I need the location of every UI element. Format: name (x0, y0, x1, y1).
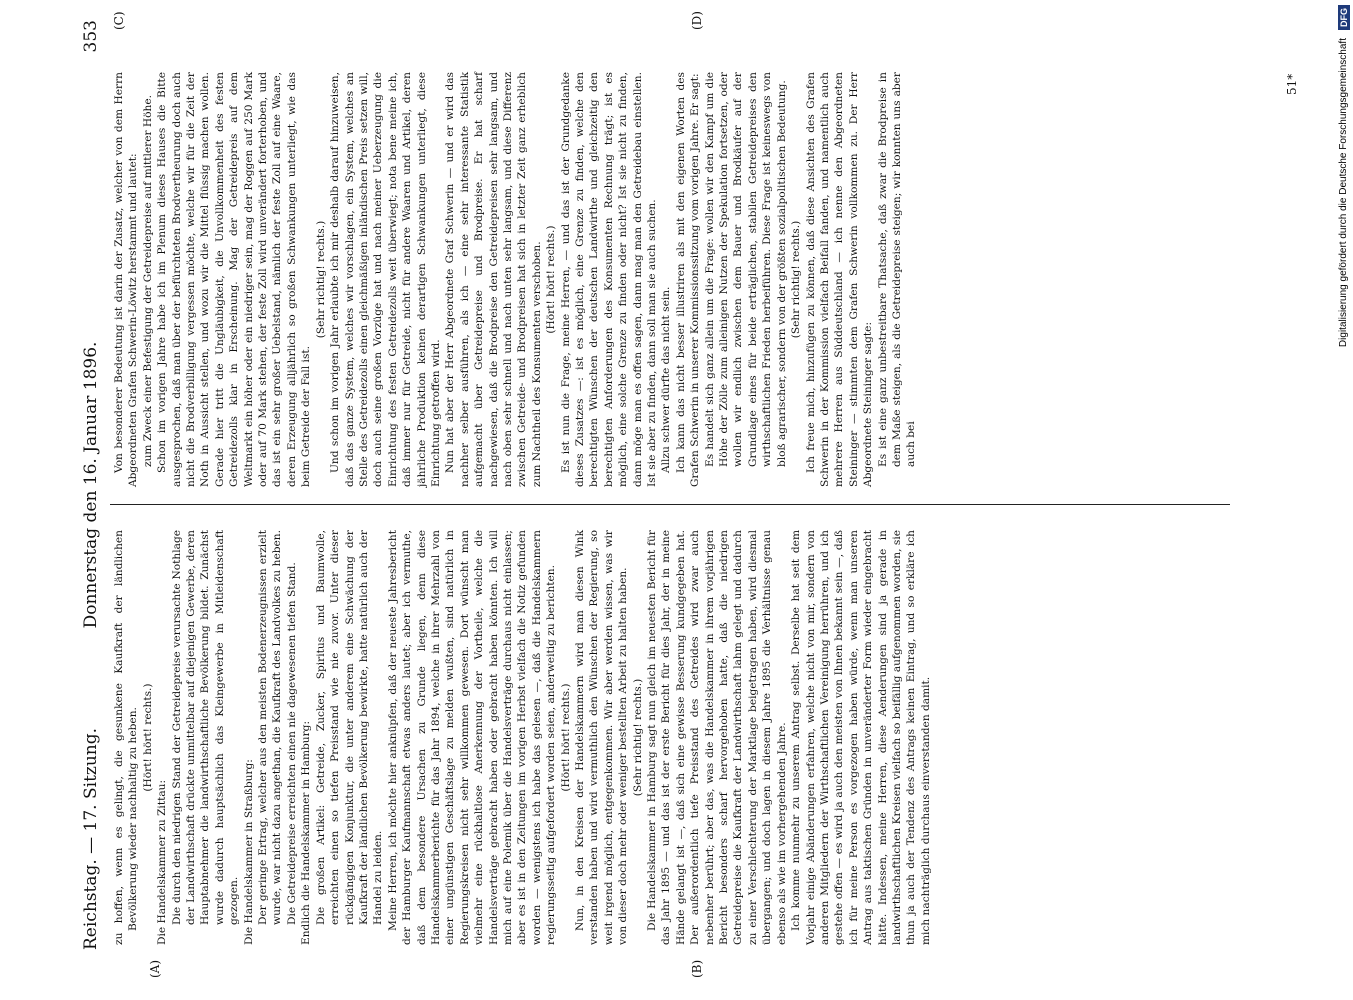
side-note (1333, 0, 1353, 1000)
paragraph: Ich komme nunmehr zu unserem Antrag selbst. Derselbe hat seit dem Vorjahr einige Abänderungen erfahren, welche nicht von mir, sondern von anderen Mitgliedern der Wirthschaftlichen Vereinigung herrühren, und ich gestehe offen — es wird ja auch den meisten von Ihnen bekannt sein —, daß ich für meine Person es vorgezogen haben würde, wenn man unseren Antrag aus taktischen Gründen in unveränderter Form wieder eingebracht hätte. Indessen, meine Herren, diese Aenderungen sind ja gerade in landwirthschaftlichen Kreisen vielfach so beifällig aufgenommen worden, sie thun ja auch der Tendenz des Antrags keinen Eintrag, und so erkläre ich mich nachträglich durchaus einverstanden damit. (790, 530, 932, 945)
paragraph: Endlich die Handelskammer in Hamburg: (300, 720, 313, 945)
paragraph: Der geringe Ertrag, welcher aus den meisten Bodenerzeugnissen erzielt wurde, war nicht dazu angethan, die Kaufkraft des Landvolkes zu heben. Die Getreidepreise erreichten einen nie dagewesenen tiefen Stand. (257, 530, 298, 925)
header-left: Reichstag. — 17. Sitzung. (81, 727, 101, 950)
paragraph: Ich kann das nicht besser illustriren als mit den eigenen Worten des Grafen Schwerin in unserer Kommissionssitzung vom vorigen Jahre. Er sagt: (674, 72, 702, 487)
paragraph: Schon im vorigen Jahre habe ich im Plenum dieses Hauses die Bitte ausgesprochen, daß man über der befürchteten Brodvertheurung doch auch nicht die Brodverbilligung vergessen möchte, welche wir für die Zeit der Noth in Aussicht stellen, und wozu wir die Mittel flüssig machen wollen. Gerade hier tritt die Ungläubigkeit, die Unvollkommenheit des festen Getreidezolls klar in Erscheinung. Mag der Getreidepreis auf dem Weltmarkt ein höher oder ein niedriger sein, mag der Roggen auf 250 Mark oder auf 70 Mark stehen, der feste Zoll wird unverändert forterhoben, und das ist ein sehr großer Uebelstand, nämlich der feste Zoll auf eine Waare, deren Erzeugung alljährlich so großen Schwankungen unterliegt, wie das beim Getreide der Fall ist. (156, 72, 313, 487)
running-header (78, 20, 104, 950)
paragraph: Nun, in den Kreisen der Handelskammern wird man diesen Wink verstanden haben und wird vermuthlich den Wünschen der Regierung, so weit irgend möglich, entgegenkommen. Wir aber werden wissen, was wir von dieser doch mehr oder weniger bestellten Arbeit zu halten haben. (574, 530, 630, 945)
margin-marker-b: (B) (690, 959, 704, 978)
margin-marker-d: (D) (690, 11, 704, 30)
column-divider (110, 504, 1230, 505)
paragraph: Allzu schwer dürfte das nicht sein. (660, 286, 673, 473)
paragraph: Von besonderer Bedeutung ist darin der Zusatz, welcher von dem Herrn Abgeordneten Grafen Schwerin-Löwitz herstammt und lautet: (113, 72, 140, 487)
paragraph: Ich freue mich, hinzufügen zu können, daß diese Ansichten des Grafen Schwerin in der Kommission vielfach Beifall fanden, und namentlich auch mehrere Herren aus Süddeutschland — ich nenne den Abgeordneten Steininger — stimmten dem Grafen Schwerin vollkommen zu. Der Herr Abgeordnete Steininger sagte: (804, 72, 875, 487)
paragraph: Meine Herren, ich möchte hier anknüpfen, daß der neueste Jahresbericht der Hamburger Kaufmannschaft etwas anders lautet; aber ich vermuthe, daß dem besondere Ursachen zu Grunde liegen, denn diese Handelskammerberichte für das Jahr 1894, welche in ihrer Mehrzahl von einer ungünstigen Geschäftslage zu melden wußten, sind natürlich in Regierungskreisen nicht sehr willkommen gewesen. Dort wünscht man vielmehr eine rückhaltlose Anerkennung der Vortheile, welche die Handelsverträge gebracht haben oder gebracht haben könnten. Ich will mich auf eine Polemik über die Handelsverträge durchaus nicht einlassen; aber es ist in den Zeitungen im vorigen Herbst vielfach die Notiz gefunden worden — wenigstens ich habe das gelesen —, daß die Handelskammern regierungsseitig aufgefordert worden seien, anderweitig zu berichten. (386, 530, 558, 945)
paragraph: (Sehr richtig! rechts.) (314, 220, 327, 339)
paragraph: zum Zweck einer Befestigung der Getreidepreise auf mittlerer Höhe. (141, 94, 154, 467)
paragraph: Es handelt sich ganz allein um die Frage: wollen wir den Kampf um die Höhe der Zölle zum alleinigen Nutzen der Spekulation fortsetzen, oder wollen wir endlich zwischen dem Bauer und Brodkäufer auf der Grundlage eines für beide erträglichen, stabilen Getreidepreises den wirthschaftlichen Frieden herbeiführen. Diese Frage ist keineswegs von bloß agrarischer, sondern von der größten sozialpolitischen Bedeutung. (703, 72, 788, 467)
paragraph: Die Handelskammer in Hamburg sagt nun gleich im neuesten Bericht für das Jahr 1895 — und das ist der erste Bericht für dies Jahr, der in meine Hände gelangt ist —, daß sich eine gewisse Besserung kundgegeben hat. Der außerordentlich tiefe Preisstand des Getreides wird zwar auch nebenher berührt; aber das, was die Handelskammer in ihrem vorjährigen Bericht besonders scharf hervorgehoben hatte, daß die niedrigen Getreidepreise die Kaufkraft der Landwirthschaft lahm gelegt und dadurch zu einer Verschlechterung der Marktlage beigetragen haben, wird diesmal übergangen; und doch lagen in diesem Jahre 1895 die Verhältnisse genau ebenso als wie im vorhergehenden Jahre. (646, 530, 788, 945)
side-note-text: Digitalisierung gefördert durch die Deutsche Forschungsgemeinschaft (1338, 38, 1349, 348)
paragraph: (Sehr richtig! rechts.) (790, 220, 803, 339)
paragraph: (Sehr richtig! rechts.) (631, 678, 644, 797)
paragraph: Es ist eine ganz unbestreitbare Thatsache, daß zwar die Brodpreise in dem Maße steigen, als die Getreidepreise steigen; wir konnten uns aber auch bei (876, 72, 918, 467)
paragraph: (Hört! hört! rechts.) (141, 683, 154, 792)
paragraph: Die großen Artikel: Getreide, Zucker, Spiritus und Baumwolle, erreichten einen so tiefen Preisstand wie nie zuvor. Unter dieser rückgängigen Konjunktur, die unter anderem eine Schwächung der Kaufkraft der ländlichen Bevölkerung bewirkte, hatte natürlich auch der Handel zu leiden. (314, 530, 385, 925)
paragraph: Es ist nun die Frage, meine Herren, — und das ist der Grundgedanke dieses Zusatzes —: ist es möglich, eine Grenze zu finden, welche den berechtigten Wünschen der deutschen Landwirthe und gleichzeitig den berechtigten Anforderungen des Konsumenten Rechnung trägt; ist es möglich, eine solche Grenze zu finden oder nicht? Ist sie nicht zu finden, dann möge man es offen sagen, dann mag man den Getreidebau einstellen. Ist sie aber zu finden, dann soll man sie auch suchen. (559, 72, 659, 487)
paragraph: (Hört! hört! rechts.) (545, 225, 558, 334)
paragraph: Die Handelskammer zu Zittau: (156, 779, 169, 945)
signature-mark: 51* (1285, 73, 1299, 95)
page-number: 353 (81, 20, 101, 53)
header-date: Donnerstag den 16. Januar 1896. (81, 341, 101, 629)
dfg-logo: DFG (1338, 5, 1350, 30)
paragraph: (Hört! hört! rechts.) (559, 683, 572, 792)
margin-marker-c: (C) (112, 11, 126, 30)
left-column (112, 530, 1212, 945)
paragraph: zu hoffen, wenn es gelingt, die gesunkene Kaufkraft der ländlichen Bevölkerung wieder nachhaltig zu heben. (113, 530, 140, 945)
right-column (112, 72, 1212, 487)
paragraph: Nun hat aber der Herr Abgeordnete Graf Schwerin — und er wird das nachher selber ausführen, als ich — eine sehr interessante Statistik aufgemacht über Getreidepreise und Brodpreise. Er hat scharf nachgewiesen, daß die Brodpreise den Getreidepreisen sehr langsam, und nach oben sehr schnell und nach unten sehr langsam, und diese Differenz zwischen Getreide- und Brodpreisen hat sich in letzter Zeit ganz erheblich zum Nachtheil des Konsumenten verschoben. (444, 72, 543, 487)
paragraph: Und schon im vorigen Jahr erlaubte ich mir deshalb darauf hinzuweisen, daß das ganze System, welches wir vorschlagen, ein System, welches an Stelle des Getreidezolls einen gleichmäßigen inländischen Preis setzen will, doch auch seine großen Vorzüge hat und nach meiner Ueberzeugung die Einrichtung des festen Getreidezolls weit überwiegt; nota bene meine ich, daß immer nur für Getreide, nicht für andere Waaren und Artikel, deren jährliche Produktion keinen derartigen Schwankungen unterliegt, diese Einrichtung getroffen wird. (329, 72, 442, 487)
margin-marker-a: (A) (148, 959, 162, 978)
paragraph: Die durch den niedrigen Stand der Getreidepreise verursachte Nothlage der Landwirthschaft drückte unmittelbar auf diejenigen Gewerbe, deren Hauptabnehmer die landwirthschaftliche Bevölkerung bildet. Zunächst wurde dadurch hauptsächlich das Kleingewerbe in Mitleidenschaft gezogen. (170, 530, 241, 925)
paragraph: Die Handelskammer in Straßburg: (242, 759, 255, 945)
